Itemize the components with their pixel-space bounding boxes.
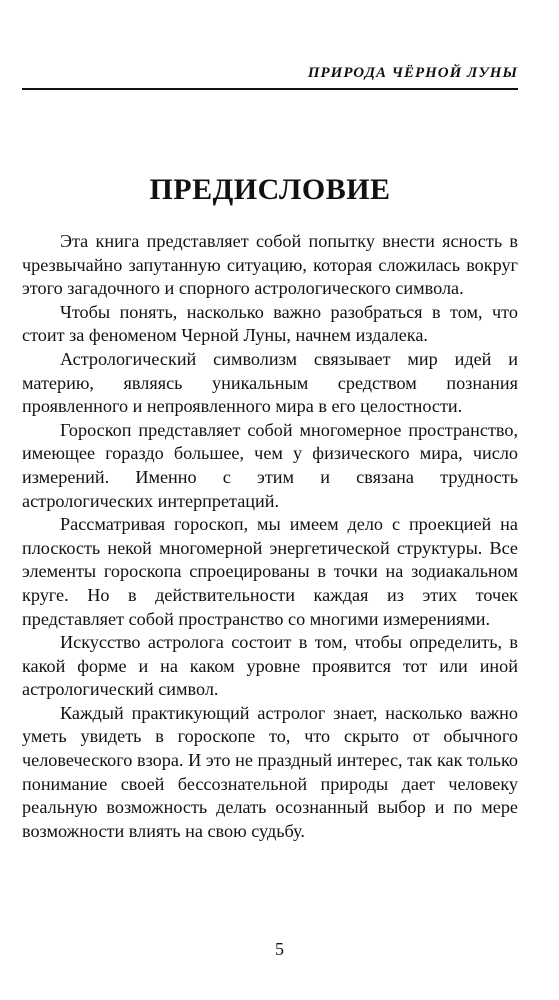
paragraph-5: Рассматривая гороскоп, мы имеем дело с проекцией на плоскость некой многомерной энергетической структуры. Все элементы гороскопа спроецированы в точки на зодиакальном круге. Но в действительности каждая из этих точек представляет собой пространство со многими измерениями. [22,514,518,629]
running-head: ПРИРОДА ЧЁРНОЙ ЛУНЫ [307,65,518,81]
paragraph-7: Каждый практикующий астролог знает, насколько важно уметь увидеть в гороскопе то, что скрыто от обычного человеческого взора. И это не праздный интерес, так как только понимание своей бессознательной природы дает человеку реальную возможность делать осознанный выбор и по мере возможности влиять на свою судьбу. [22,702,518,841]
page-number: 5 [275,939,284,959]
header-rule [22,88,518,90]
page-title: ПРЕДИСЛОВИЕ [149,173,391,207]
paragraph-6: Искусство астролога состоит в том, чтобы определить, в какой форме и на каком уровне проявится тот или иной астрологический символ. [22,632,518,700]
paragraph-2: Чтобы понять, насколько важно разобраться в том, что стоит за феноменом Черной Луны, начнем издалека. [22,301,518,346]
paragraph-3: Астрологический символизм связывает мир идей и материю, являясь уникальным средством познания проявленного и непроявленного мира в его целостности. [22,348,518,417]
paragraph-1: Эта книга представляет собой попытку внести ясность в чрезвычайно запутанную ситуацию, которая сложилась вокруг этого загадочного и спорного астрологического символа. [22,231,518,299]
paragraph-4: Гороскоп представляет собой многомерное пространство, имеющее гораздо большее, чем у физического мира, число измерений. Именно с этим и связана трудность астрологических интерпретаций. [22,419,518,511]
body-text [22,230,518,843]
